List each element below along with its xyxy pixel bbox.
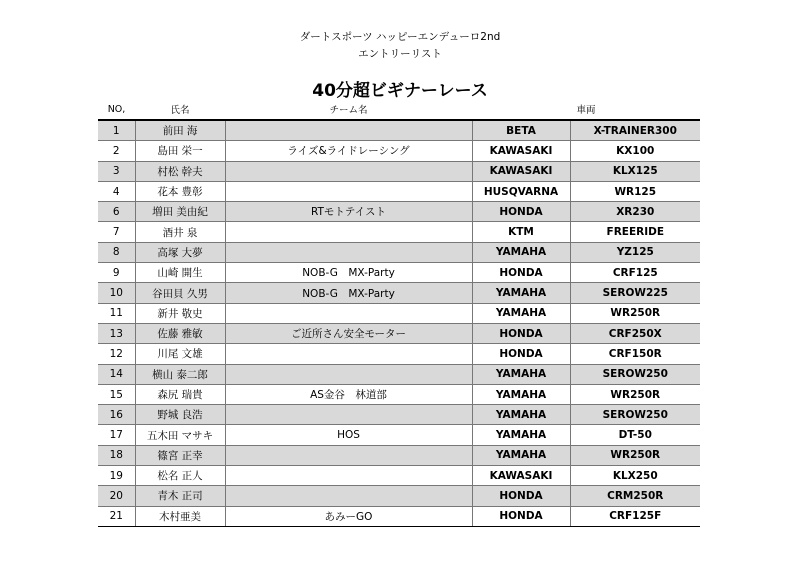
rider-name: 酒井 泉 bbox=[135, 222, 225, 242]
vehicle-model: FREERIDE bbox=[570, 222, 700, 242]
rider-name: 佐藤 雅敏 bbox=[135, 323, 225, 343]
table-row bbox=[98, 202, 700, 222]
rider-name: 新井 敬史 bbox=[135, 303, 225, 323]
table-row bbox=[98, 161, 700, 181]
table-row bbox=[98, 303, 700, 323]
rider-name: 花本 豊彰 bbox=[135, 181, 225, 201]
entry-number: 3 bbox=[98, 161, 135, 181]
header-name: 氏名 bbox=[135, 99, 225, 120]
table-row bbox=[98, 506, 700, 526]
vehicle-model: WR250R bbox=[570, 303, 700, 323]
vehicle-maker: HONDA bbox=[472, 344, 570, 364]
entry-number: 8 bbox=[98, 242, 135, 262]
table-row bbox=[98, 445, 700, 465]
team-name bbox=[225, 364, 472, 384]
entry-number: 2 bbox=[98, 141, 135, 161]
entry-number: 7 bbox=[98, 222, 135, 242]
rider-name: 五木田 マサキ bbox=[135, 425, 225, 445]
entry-number: 14 bbox=[98, 364, 135, 384]
entry-number: 18 bbox=[98, 445, 135, 465]
rider-name: 谷田貝 久男 bbox=[135, 283, 225, 303]
team-name bbox=[225, 181, 472, 201]
table-row bbox=[98, 120, 700, 141]
rider-name: 山崎 開生 bbox=[135, 263, 225, 283]
header-no: NO, bbox=[98, 99, 135, 120]
vehicle-model: KLX250 bbox=[570, 466, 700, 486]
rider-name: 村松 幹夫 bbox=[135, 161, 225, 181]
team-name bbox=[225, 161, 472, 181]
rider-name: 横山 泰二郎 bbox=[135, 364, 225, 384]
table-row bbox=[98, 425, 700, 445]
table-row bbox=[98, 323, 700, 343]
vehicle-maker: HONDA bbox=[472, 202, 570, 222]
table-row bbox=[98, 384, 700, 404]
vehicle-maker: YAMAHA bbox=[472, 242, 570, 262]
vehicle-model: XR230 bbox=[570, 202, 700, 222]
rider-name: 篠宮 正幸 bbox=[135, 445, 225, 465]
table-row bbox=[98, 283, 700, 303]
vehicle-maker: HONDA bbox=[472, 323, 570, 343]
vehicle-maker: YAMAHA bbox=[472, 303, 570, 323]
vehicle-maker: KAWASAKI bbox=[472, 466, 570, 486]
table-row bbox=[98, 181, 700, 201]
vehicle-model: CRF125F bbox=[570, 506, 700, 526]
vehicle-maker: YAMAHA bbox=[472, 384, 570, 404]
team-name: NOB-G MX-Party bbox=[225, 283, 472, 303]
table-row bbox=[98, 242, 700, 262]
vehicle-model: SEROW225 bbox=[570, 283, 700, 303]
team-name bbox=[225, 486, 472, 506]
table-row bbox=[98, 405, 700, 425]
entry-number: 11 bbox=[98, 303, 135, 323]
table-row bbox=[98, 344, 700, 364]
team-name: HOS bbox=[225, 425, 472, 445]
header-team: チーム名 bbox=[225, 99, 472, 120]
organizer-title: ダートスポーツ ハッピーエンデューロ2nd bbox=[299, 31, 501, 43]
vehicle-model: CRM250R bbox=[570, 486, 700, 506]
table-row bbox=[98, 141, 700, 161]
vehicle-maker: YAMAHA bbox=[472, 425, 570, 445]
team-name bbox=[225, 405, 472, 425]
vehicle-maker: YAMAHA bbox=[472, 405, 570, 425]
entry-number: 13 bbox=[98, 323, 135, 343]
team-name: あみーGO bbox=[225, 506, 472, 526]
rider-name: 森尻 瑞貴 bbox=[135, 384, 225, 404]
vehicle-maker: KAWASAKI bbox=[472, 161, 570, 181]
entry-list-subtitle: エントリーリスト bbox=[358, 48, 442, 60]
vehicle-maker: HUSQVARNA bbox=[472, 181, 570, 201]
table-row bbox=[98, 222, 700, 242]
team-name bbox=[225, 242, 472, 262]
rider-name: 増田 美由紀 bbox=[135, 202, 225, 222]
rider-name: 青木 正司 bbox=[135, 486, 225, 506]
table-body bbox=[98, 120, 700, 526]
team-name bbox=[225, 445, 472, 465]
entry-number: 21 bbox=[98, 506, 135, 526]
team-name: RTモトテイスト bbox=[225, 202, 472, 222]
team-name: ライズ&ライドレーシング bbox=[225, 141, 472, 161]
vehicle-model: CRF125 bbox=[570, 263, 700, 283]
vehicle-model: CRF150R bbox=[570, 344, 700, 364]
rider-name: 木村亜美 bbox=[135, 506, 225, 526]
header-vehicle: 車両 bbox=[472, 99, 700, 120]
entry-number: 16 bbox=[98, 405, 135, 425]
rider-name: 松名 正人 bbox=[135, 466, 225, 486]
vehicle-model: DT-50 bbox=[570, 425, 700, 445]
vehicle-maker: KAWASAKI bbox=[472, 141, 570, 161]
table-row bbox=[98, 486, 700, 506]
vehicle-model: X-TRAINER300 bbox=[570, 120, 700, 141]
team-name bbox=[225, 120, 472, 141]
rider-name: 川尾 文雄 bbox=[135, 344, 225, 364]
entry-table bbox=[98, 99, 700, 527]
vehicle-maker: YAMAHA bbox=[472, 445, 570, 465]
team-name: NOB-G MX-Party bbox=[225, 263, 472, 283]
vehicle-maker: BETA bbox=[472, 120, 570, 141]
vehicle-maker: HONDA bbox=[472, 486, 570, 506]
team-name: AS金谷 林道部 bbox=[225, 384, 472, 404]
entry-number: 15 bbox=[98, 384, 135, 404]
entry-number: 9 bbox=[98, 263, 135, 283]
entry-number: 4 bbox=[98, 181, 135, 201]
team-name bbox=[225, 344, 472, 364]
vehicle-model: YZ125 bbox=[570, 242, 700, 262]
table-row bbox=[98, 466, 700, 486]
entry-number: 1 bbox=[98, 120, 135, 141]
table-header-row bbox=[98, 99, 700, 120]
vehicle-model: CRF250X bbox=[570, 323, 700, 343]
rider-name: 島田 栄一 bbox=[135, 141, 225, 161]
vehicle-model: SEROW250 bbox=[570, 405, 700, 425]
vehicle-model: SEROW250 bbox=[570, 364, 700, 384]
rider-name: 高塚 大夢 bbox=[135, 242, 225, 262]
entry-number: 19 bbox=[98, 466, 135, 486]
team-name bbox=[225, 303, 472, 323]
table-row bbox=[98, 263, 700, 283]
vehicle-maker: YAMAHA bbox=[472, 283, 570, 303]
vehicle-model: WR250R bbox=[570, 384, 700, 404]
rider-name: 前田 海 bbox=[135, 120, 225, 141]
vehicle-maker: HONDA bbox=[472, 506, 570, 526]
vehicle-model: KLX125 bbox=[570, 161, 700, 181]
entry-number: 12 bbox=[98, 344, 135, 364]
team-name bbox=[225, 222, 472, 242]
vehicle-model: WR125 bbox=[570, 181, 700, 201]
team-name: ご近所さん安全モーター bbox=[225, 323, 472, 343]
table-row bbox=[98, 364, 700, 384]
vehicle-model: KX100 bbox=[570, 141, 700, 161]
entry-number: 10 bbox=[98, 283, 135, 303]
rider-name: 野城 良浩 bbox=[135, 405, 225, 425]
entry-number: 20 bbox=[98, 486, 135, 506]
team-name bbox=[225, 466, 472, 486]
entry-number: 17 bbox=[98, 425, 135, 445]
vehicle-maker: YAMAHA bbox=[472, 364, 570, 384]
entry-number: 6 bbox=[98, 202, 135, 222]
class-title: 40分超ビギナーレース bbox=[312, 81, 488, 101]
vehicle-maker: KTM bbox=[472, 222, 570, 242]
vehicle-maker: HONDA bbox=[472, 263, 570, 283]
vehicle-model: WR250R bbox=[570, 445, 700, 465]
